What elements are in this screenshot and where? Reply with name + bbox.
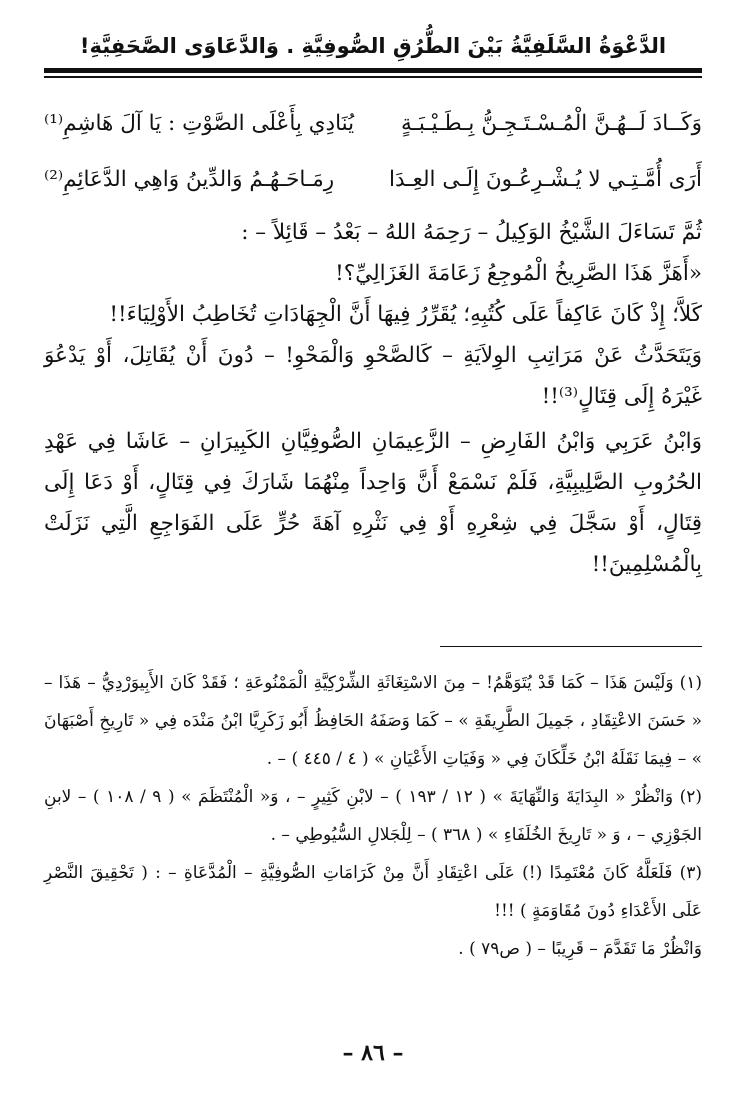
main-text [44,96,702,585]
footnote-separator [440,646,702,647]
verse-second-hemistich: رِمَـاحَـهُـمُ وَالدِّينُ وَاهِي الدَّعَائِمِ⁽²⁾ [44,167,335,192]
header-rule-thick [44,68,702,73]
verse-second-hemistich: يُنَادِي بِأَعْلَى الصَّوْتِ : يَا آلَ هَاشِمِ⁽¹⁾ [44,111,355,136]
paragraph: وَابْنُ عَرَبِي وَابْنُ الفَارِضِ – الزَّعِيمَانِ الصُّوفِيَّانِ الكَبِيرَانِ – عَاشَا فِي عَهْدِ الحُرُوبِ الصَّلِيبِيَّةِ، فَلَمْ نَسْمَعْ أَنَّ وَاحِداً مِنْهُمَا شَارَكَ فِي قِتَالٍ، أَوْ دَعَا إِلَى قِتَالٍ، أَوْ سَجَّلَ فِي شِعْرِهِ أَوْ فِي نَثْرِهِ آهَةَ حُرٍّ عَلَى الفَوَاجِعِ الَّتِي نَزَلَتْ بِالْمُسْلِمِينَ!! [44,429,702,577]
footnote: (٣) فَلَعَلَّهُ كَانَ مُعْتَمِدًا (!) عَلَى اعْتِقَادِ أَنَّ مِنْ كَرَامَاتِ الصُّوفِيَّةِ – الْمُدَّعَاةِ – : ( تَحْقِيقَ النَّصْرِ عَلَى الأَعْدَاءِ دُونَ مُقَاوَمَةٍ ) !!! [44,863,702,921]
footnote: (٢) وَانْظُرْ « البِدَايَةَ وَالنِّهَايَةَ » ( ١٢ / ١٩٣ ) – لابْنِ كَثِيرٍ – ، وَ« الْمُنْتَظَمَ » ( ٩ / ١٠٨ ) – لابنِ الجَوْزِي – ، وَ « تَارِيخَ الخُلَفَاءِ » ( ٣٦٨ ) – لِلْجَلالِ السُّيُوطِي – . [44,787,703,845]
verse-first-hemistich: أَرَى أُمَّـتِـي لا يُـشْـرِعُـونَ إِلَـى العِـدَا [389,167,702,192]
header-rule-thin [44,76,702,78]
paragraph: ثُمَّ تَسَاءَلَ الشَّيْخُ الوَكِيلُ – رَحِمَهُ اللهُ – بَعْدُ – قَائِلاً – : [241,220,702,245]
running-header: الدَّعْوَةُ السَّلَفِيَّةُ بَيْنَ الطُّرُقِ الصُّوفِيَّةِ . وَالدَّعَاوَى الصَّحَفِيَّةِ! [79,34,667,58]
paragraph: وَيَتَحَدَّثُ عَنْ مَرَاتِبِ الوِلاَيَةِ – كَالصَّحْوِ وَالْمَحْوِ! – دُونَ أَنْ يُقَاتِلَ، أَوْ يَدْعُوَ غَيْرَهُ إِلَى قِتَالٍ⁽³⁾!! [44,343,702,409]
footnote: (١) وَلَيْسَ هَذَا – كَمَا قَدْ يُتَوَهَّمُ! – مِنَ الاسْتِغَاثَةِ الشِّرْكِيَّةِ الْمَمْنُوعَةِ ؛ فَقَدْ كَانَ الأَبِيوَرْدِيُّ – هَذَا – « حَسَنَ الاعْتِقَادِ ، جَمِيلَ الطَّرِيقَةِ » – كَمَا وَصَفَهُ الحَافِظُ أَبُو زَكَرِيَّا ابْنُ مَنْدَه فِي « تَارِيخِ أَصْبَهَانَ » – فِيمَا نَقَلَهُ ابْنُ خَلِّكَانَ فِي « وَفَيَاتِ الأَعْيَانِ » ( ٤ / ٤٤٥ ) – . [44,673,702,769]
paragraph: كَلاَّ؛ إِذْ كَانَ عَاكِفاً عَلَى كُتُبِهِ؛ يُقَرِّرُ فِيهَا أَنَّ الْجِهَادَاتِ تُخَاطِبُ الأَوْلِيَاءَ!! [109,302,702,327]
paragraph: «أَهَزَّ هَذَا الصَّرِيخُ الْمُوجِعُ زَعَامَةَ الغَزَالِيِّ؟! [335,261,702,286]
page-number: – ٨٦ – [342,1040,404,1066]
footnote-continuation: وَانْظُرْ مَا تَقَدَّمَ – قَرِيبًا – ( ص٧٩ ) . [458,939,702,959]
verse-first-hemistich: وَكَــادَ لَــهُـنَّ الْمُـسْـتَـجِـنُّ بِـطَـيْـبَـةٍ [401,111,702,136]
poem-verse [44,96,702,152]
footnotes [44,664,702,968]
poem-verse [44,152,702,208]
